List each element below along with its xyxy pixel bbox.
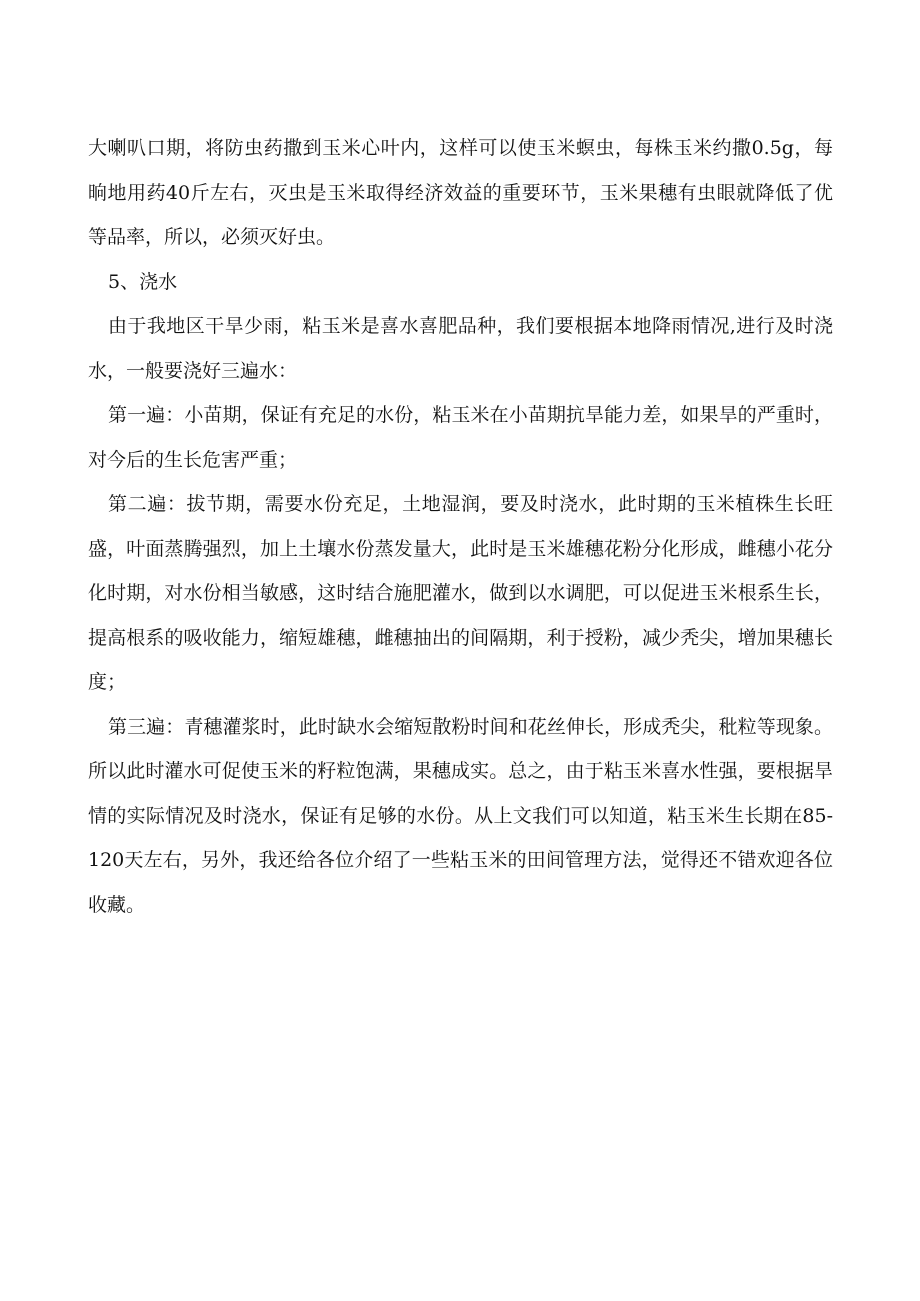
paragraph-first-watering: 第一遍：小苗期，保证有充足的水份，粘玉米在小苗期抗旱能力差，如果旱的严重时，对今后的生长危害严重； [88,404,833,471]
paragraph-watering-intro: 由于我地区干旱少雨，粘玉米是喜水喜肥品种，我们要根据本地降雨情况,进行及时浇水，一般要浇好三遍水： [88,315,833,382]
paragraph-third-watering: 第三遍：青穗灌浆时，此时缺水会缩短散粉时间和花丝伸长，形成秃尖，秕粒等现象。所以此时灌水可促使玉米的籽粒饱满，果穗成实。总之，由于粘玉米喜水性强，要根据旱情的实际情况及时浇水，保证有足够的水份。从上文我们可以知道，粘玉米生长期在85-120天左右，另外，我还给各位介绍了一些粘玉米的田间管理方法，觉得还不错欢迎各位收藏。 [88,715,833,916]
document-body [88,126,833,927]
paragraph-second-watering: 第二遍：拔节期，需要水份充足，土地湿润，要及时浇水，此时期的玉米植株生长旺盛，叶面蒸腾强烈，加上土壤水份蒸发量大，此时是玉米雄穗花粉分化形成，雌穗小花分化时期，对水份相当敏感，这时结合施肥灌水，做到以水调肥，可以促进玉米根系生长，提高根系的吸收能力，缩短雄穗，雌穗抽出的间隔期，利于授粉，减少秃尖，增加果穗长度； [88,493,833,693]
paragraph-pest-control: 大喇叭口期，将防虫药撒到玉米心叶内，这样可以使玉米螟虫，每株玉米约撒0.5g，每晌地用药40斤左右，灭虫是玉米取得经济效益的重要环节，玉米果穗有虫眼就降低了优等品率，所以，必须灭好虫。 [88,137,833,248]
section-heading-watering: 5、浇水 [108,270,178,293]
